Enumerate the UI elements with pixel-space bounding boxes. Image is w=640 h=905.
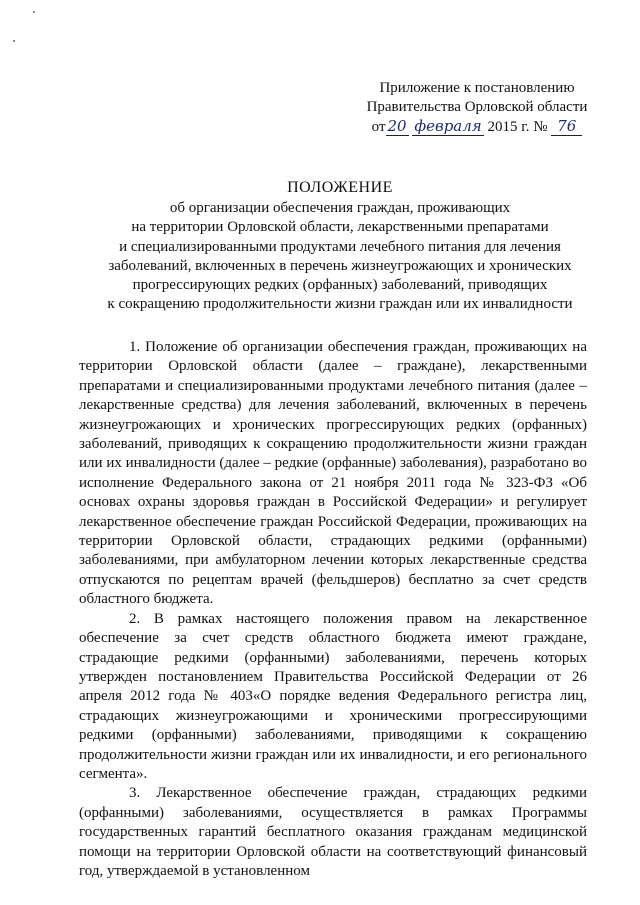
appendix-date-line: [362, 117, 592, 137]
title-line: заболеваний, включенных в перечень жизнеугрожающих и хронических: [108, 257, 572, 274]
title-line: и специализированными продуктами лечебного питания для лечения: [119, 238, 561, 255]
document-title: [40, 178, 640, 314]
paragraph-3: 3. Лекарственное обеспечение граждан, страдающих редкими (орфанными) заболеваниями, осуществляется в рамках Программы государственных гарантий бесплатного оказания гражданам медицинской помощи на территории Орловской области на соответствующий финансовый год, утверждаемой в установленном: [79, 785, 587, 879]
title-line: на территории Орловской области, лекарственными препаратами: [131, 219, 549, 236]
paragraph-2: 2. В рамках настоящего положения правом на лекарственное обеспечение за счет средств областного бюджета имеют граждане, страдающие редкими (орфанными) заболеваниями, перечень которых утвержден постановлением Правительства Российской Федерации от 26 апреля 2012 года № 403«О порядке ведения Федерального регистра лиц, страдающих жизнеугрожающими и хроническими прогрессирующими редкими (орфанными) заболеваниями, приводящими к сокращению продолжительности жизни граждан или их инвалидности, и его регионального сегмента».: [79, 610, 587, 782]
title-line: прогрессирующих редких (орфанных) заболеваний, приводящих: [132, 277, 548, 294]
paragraph-1: 1. Положение об организации обеспечения граждан, проживающих на территории Орловской области (далее – граждане), лекарственными препаратами и специализированными продуктами лечебного питания (далее – лекарственные средства) для лечения заболеваний, включенных в перечень жизнеугрожающих и хронических прогрессирующих редких (орфанных) заболеваний, приводящих к сокращению продолжительности жизни граждан или их инвалидности (далее – редкие (орфанные) заболевания), разработано во исполнение Федерального закона от 21 ноября 2011 года № 323-ФЗ «Об основах охраны здоровья граждан в Российской Федерации» и регулирует лекарственное обеспечение граждан Российской Федерации, проживающих на территории Орловской области, страдающих редкими (орфанными) заболеваниями, при амбулаторном лечении которых лекарственные средства отпускаются по рецептам врачей (фельдшеров) бесплатно за счет средств областного бюджета.: [79, 339, 587, 608]
handwritten-day: 20: [387, 117, 407, 135]
scan-speck: [33, 11, 35, 13]
title-heading: ПОЛОЖЕНИЕ: [287, 179, 393, 196]
handwritten-month: февраля: [414, 117, 482, 135]
appendix-header: [362, 79, 592, 137]
handwritten-doc-number: 76: [551, 117, 582, 136]
document-body: [79, 338, 587, 881]
title-line: к сокращению продолжительности жизни граждан или их инвалидности: [107, 296, 573, 313]
date-year: 2015 г. №: [487, 119, 548, 135]
appendix-line-1: Приложение к постановлению: [379, 80, 575, 96]
title-line: об организации обеспечения граждан, проживающих: [169, 200, 511, 217]
date-prefix: от: [371, 119, 386, 135]
scan-speck: [13, 40, 15, 42]
appendix-line-2: Правительства Орловской области: [366, 99, 588, 115]
